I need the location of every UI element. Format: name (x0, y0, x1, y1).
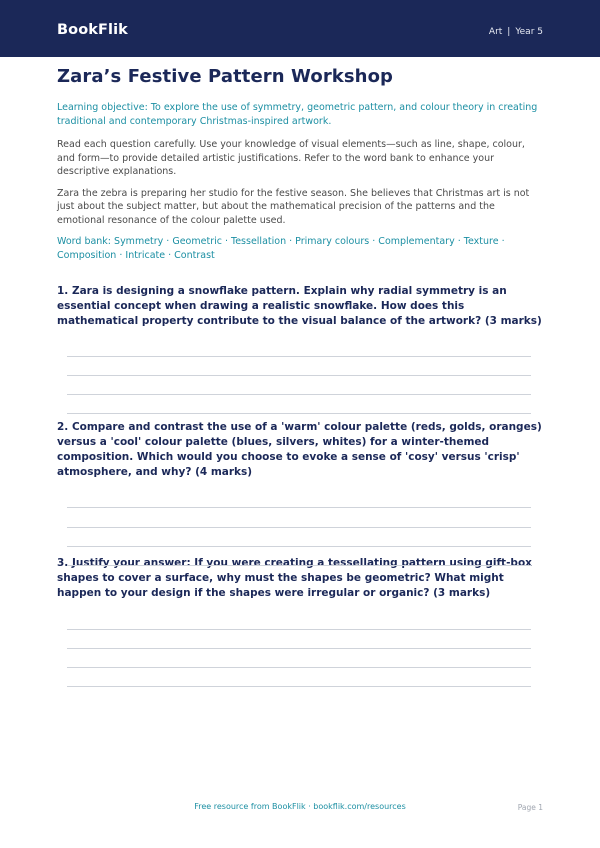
intro-paragraph: Zara the zebra is preparing her studio for the festive season. She believes that Christmas art is not just about the subject matter, but about the mathematical precision of the patterns and the emotional resonance of the colour palette used. (57, 187, 530, 226)
header-separator: | (507, 27, 511, 37)
answer-line[interactable] (67, 356, 531, 357)
subject-label: Art (488, 27, 503, 37)
question-text: 3. Justify your answer: If you were creating a tessellating pattern using gift-box shapes to cover a surface, why must the shapes be geometric? What might happen to your design if the shapes were irregular or organic? (3 marks) (57, 557, 532, 599)
answer-line[interactable] (67, 413, 531, 414)
answer-line[interactable] (67, 394, 531, 395)
answer-line[interactable] (67, 546, 531, 547)
learning-objective: Learning objective: To explore the use of symmetry, geometric pattern, and colour theory in creating traditional and contemporary Christmas-inspired artwork. (57, 102, 538, 127)
page-title: Zara’s Festive Pattern Workshop (57, 66, 394, 87)
instructions-paragraph: Read each question carefully. Use your knowledge of visual elements—such as line, shape, colour, and form—to provide detailed artistic justifications. Refer to the word bank to enhance your descriptive explanations. (57, 139, 525, 177)
footer-credit[interactable]: Free resource from BookFlik · bookflik.com/resources (194, 802, 406, 811)
answer-line[interactable] (67, 527, 531, 528)
question-text: 1. Zara is designing a snowflake pattern. Explain why radial symmetry is an essential concept when drawing a realistic snowflake. How does this mathematical property contribute to the visual balance of the artwork? (3 marks) (57, 285, 542, 327)
header-meta (489, 27, 543, 37)
answer-line[interactable] (67, 648, 531, 649)
answer-line[interactable] (67, 507, 531, 508)
page-number: Page 1 (517, 803, 543, 812)
word-bank: Word bank: Symmetry · Geometric · Tessellation · Primary colours · Complementary · Texture · Composition · Intricate · Contrast (57, 236, 505, 261)
question-text: 2. Compare and contrast the use of a 'warm' colour palette (reds, golds, oranges) versus a 'cool' colour palette (blues, silvers, whites) for a winter-themed composition. Which would you choose to evoke a sense of 'cosy' versus 'crisp' atmosphere, and why? (4 marks) (57, 421, 542, 478)
worksheet-content (57, 66, 543, 706)
answer-line[interactable] (67, 629, 531, 630)
question-2 (57, 420, 543, 556)
brand-logo[interactable]: BookFlik (57, 22, 128, 38)
answer-line[interactable] (67, 667, 531, 668)
year-label: Year 5 (515, 27, 543, 37)
answer-line[interactable] (67, 565, 531, 566)
answer-line[interactable] (67, 375, 531, 376)
answer-line[interactable] (67, 686, 531, 687)
page-header (0, 0, 600, 57)
question-3 (57, 556, 543, 706)
question-1 (57, 284, 543, 420)
